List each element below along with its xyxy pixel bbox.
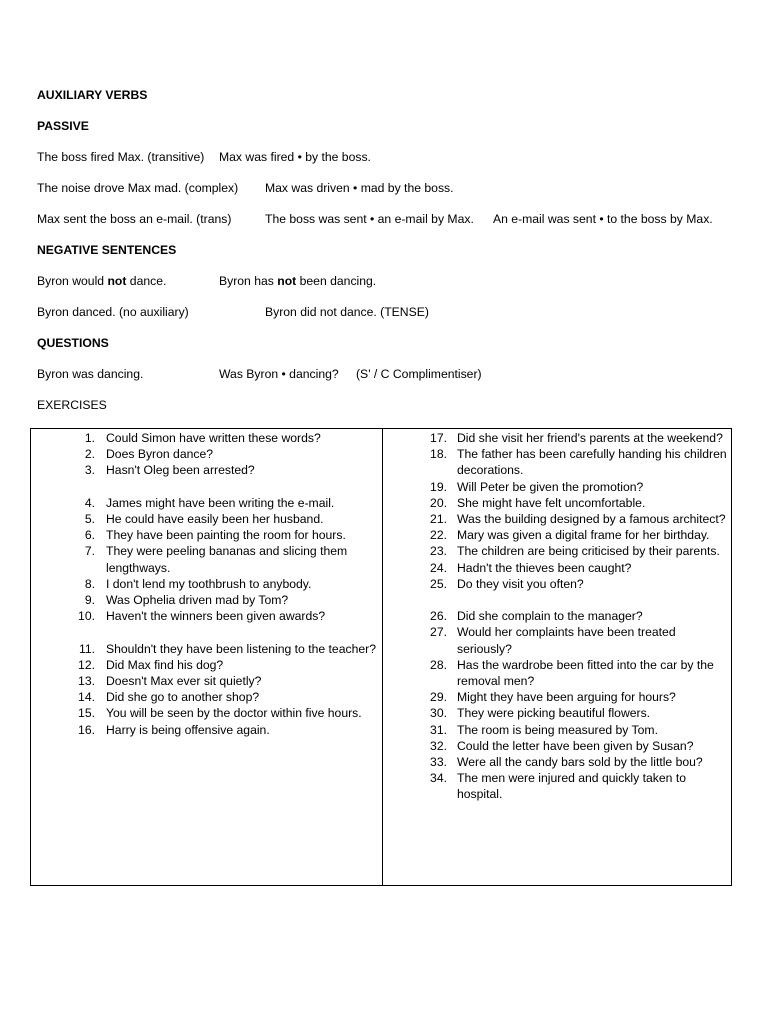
negative-example-1-b: Byron has not been dancing. [219,274,377,288]
exercise-number: 34. [430,771,447,786]
exercise-number: 27. [430,625,447,640]
exercise-item [383,430,731,446]
exercise-item [383,657,731,689]
exercise-number: 31. [430,722,447,737]
passive-example-3-passive-a: The boss was sent • an e-mail by Max. [265,212,474,226]
exercise-item [383,576,731,592]
exercise-number: 14. [78,690,95,705]
exercise-number: 16. [78,722,95,737]
exercise-text: The men were injured and quickly taken to hospital. [457,771,686,802]
exercise-text: Shouldn't they have been listening to the teacher? [106,641,376,656]
exercise-number: 5. [84,512,95,526]
exercise-number: 1. [84,431,95,445]
question-example-question: Was Byron • dancing? [219,367,339,381]
negative-example-2-a: Byron danced. (no auxiliary) [37,305,189,319]
exercise-item [383,479,731,495]
exercise-text: Hasn't Oleg been arrested? [106,463,255,478]
exercise-text: Harry is being offensive again. [106,722,270,737]
exercise-number: 32. [430,738,447,753]
exercise-item [383,770,731,802]
exercise-text: Does Byron dance? [106,447,214,462]
passive-example-3-passive-b: An e-mail was sent • to the boss by Max. [493,212,713,226]
exercise-item [383,738,731,754]
exercise-text: The children are being criticised by their parents. [457,544,720,559]
exercise-text: James might have been writing the e-mail. [106,495,335,510]
exercise-item [31,462,381,478]
exercise-text: They have been painting the room for hours. [106,528,346,543]
exercise-item [383,511,731,527]
passive-example-2-passive: Max was driven • mad by the boss. [265,181,454,195]
exercise-item [31,576,381,592]
exercise-number: 3. [84,463,95,478]
question-example-note: (S' / C Complimentiser) [356,367,482,381]
negative-bold-word: not [107,274,127,288]
exercise-number: 10. [78,609,95,624]
page-title: AUXILIARY VERBS [37,88,148,102]
exercise-text: Hadn't the thieves been caught? [457,560,632,575]
question-example-statement: Byron was dancing. [37,367,144,381]
exercise-number: 23. [430,544,447,559]
exercise-item [31,446,381,462]
exercise-text: Haven't the winners been given awards? [106,609,326,624]
exercise-text: Did she complain to the manager? [457,609,643,624]
exercise-item [31,430,381,446]
exercise-text: Did she visit her friend's parents at the weekend? [457,431,723,445]
exercise-number: 25. [430,576,447,591]
exercise-text: Has the wardrobe been fitted into the car by the removal men? [457,657,714,689]
exercise-text: I don't lend my toothbrush to anybody. [106,576,312,591]
exercise-number: 11. [78,641,95,656]
exercise-item [383,624,731,656]
exercise-item [383,560,731,576]
exercise-text: They were picking beautiful flowers. [457,706,651,721]
exercise-number: 24. [430,560,447,575]
exercise-item [31,705,381,721]
exercise-item [383,705,731,721]
exercise-text: Might they have been arguing for hours? [457,690,676,705]
exercise-item [31,722,381,738]
passive-heading: PASSIVE [37,119,89,133]
exercises-left-column [31,430,381,738]
exercise-item [383,495,731,511]
exercise-number: 9. [84,593,95,608]
exercise-item [31,673,381,689]
exercise-number: 28. [430,657,447,672]
exercise-text: You will be seen by the doctor within five hours. [106,706,362,721]
exercise-text: Could the letter have been given by Susan? [457,738,694,753]
exercise-item [31,511,381,527]
exercise-item [31,608,381,624]
exercise-item [31,689,381,705]
exercise-text: The father has been carefully handing his children decorations. [457,447,727,478]
exercise-item [383,754,731,770]
exercise-item [31,657,381,673]
exercise-item [383,446,731,478]
exercise-number: 18. [430,447,447,462]
exercise-item [383,722,731,738]
exercise-text: Was the building designed by a famous architect? [457,512,726,527]
exercise-text: He could have easily been her husband. [106,512,324,526]
exercise-item [31,495,381,511]
negative-bold-word: not [277,274,297,288]
exercise-text: Mary was given a digital frame for her birthday. [457,528,710,543]
passive-example-3-active: Max sent the boss an e-mail. (trans) [37,212,232,226]
exercise-number: 17. [430,431,447,445]
negative-example-2-b: Byron did not dance. (TENSE) [265,305,429,319]
exercise-text: Was Ophelia driven mad by Tom? [106,593,289,608]
exercise-text: The room is being measured by Tom. [457,722,658,737]
exercise-item [383,689,731,705]
exercise-text: Would her complaints have been treated seriously? [457,625,676,656]
exercise-number: 33. [430,755,447,770]
exercise-text: Doesn't Max ever sit quietly? [106,674,262,689]
exercise-number: 13. [78,674,95,689]
exercise-text: Will Peter be given the promotion? [457,479,644,494]
exercise-number: 2. [84,447,95,462]
negative-example-1-a: Byron would not dance. [37,274,167,288]
exercise-text: She might have felt uncomfortable. [457,495,646,510]
questions-heading: QUESTIONS [37,336,109,350]
exercise-number: 8. [84,576,95,591]
exercise-text: Were all the candy bars sold by the little bou? [457,755,703,770]
exercise-text: Could Simon have written these words? [106,431,321,445]
exercise-text: Did Max find his dog? [106,657,224,672]
exercise-text: They were peeling bananas and slicing them lengthways. [106,544,348,575]
exercise-item [31,592,381,608]
exercise-number: 21. [430,512,447,527]
exercises-right-column [383,430,731,803]
passive-example-1-active: The boss fired Max. (transitive) [37,150,205,164]
exercise-number: 29. [430,690,447,705]
exercise-item [383,527,731,543]
exercise-number: 26. [430,609,447,624]
exercise-number: 19. [430,479,447,494]
exercise-number: 22. [430,528,447,543]
exercises-heading: EXERCISES [37,398,107,412]
exercise-item [31,543,381,575]
exercise-item [383,608,731,624]
passive-example-1-passive: Max was fired • by the boss. [219,150,371,164]
exercise-item [31,641,381,657]
exercises-table [30,428,732,886]
exercise-text: Did she go to another shop? [106,690,260,705]
exercise-item [31,527,381,543]
exercise-number: 30. [430,706,447,721]
exercise-number: 20. [430,495,447,510]
exercise-item [383,543,731,559]
exercise-number: 15. [78,706,95,721]
exercise-number: 6. [84,528,95,543]
passive-example-2-active: The noise drove Max mad. (complex) [37,181,239,195]
exercise-number: 7. [84,544,95,559]
exercise-number: 12. [78,657,95,672]
exercise-number: 4. [84,495,95,510]
negative-heading: NEGATIVE SENTENCES [37,243,177,257]
exercise-text: Do they visit you often? [457,576,584,591]
